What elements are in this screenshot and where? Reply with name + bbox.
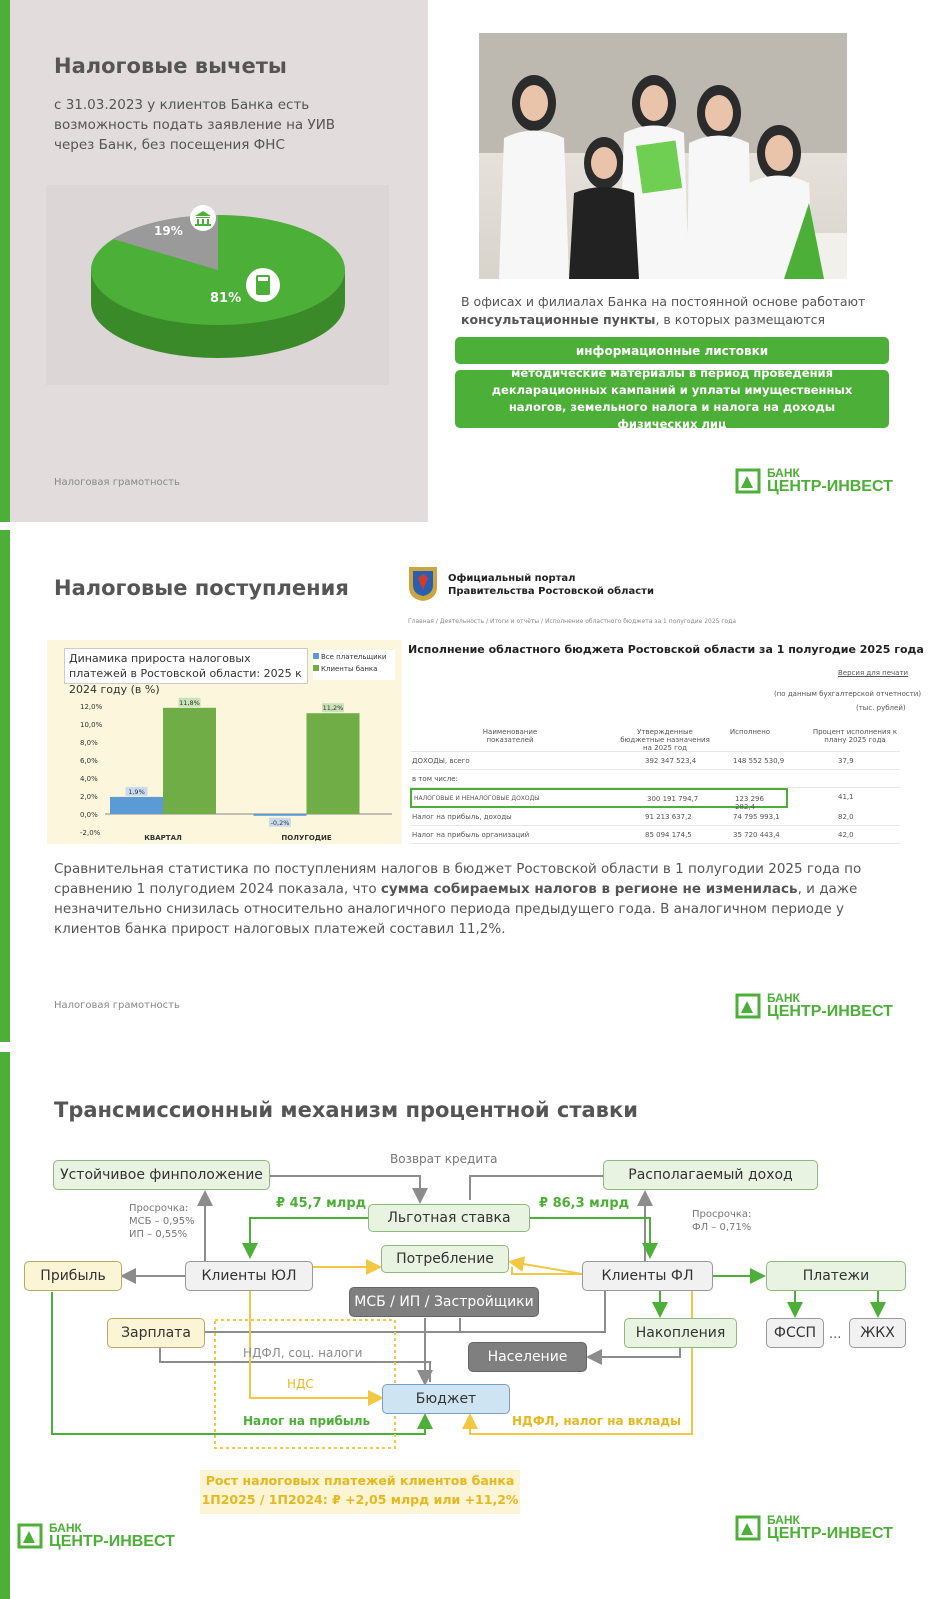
more-dots: ... bbox=[829, 1327, 842, 1342]
pie-chart-panel bbox=[46, 185, 389, 385]
bank-logo-icon bbox=[17, 1523, 43, 1549]
table-cell: 74 795 993,1 bbox=[733, 813, 780, 821]
y-tick-label: 8,0% bbox=[80, 739, 98, 747]
offices-text bbox=[461, 293, 891, 329]
bar-chart bbox=[47, 640, 402, 844]
slide-intro-text: с 31.03.2023 у клиентов Банка есть возможность подать заявление на УИВ через Банк, без посещения ФНС bbox=[54, 97, 336, 153]
table-cell: 300 191 794,7 bbox=[647, 795, 699, 803]
logo-line2: ЦЕНТР-ИНВЕСТ bbox=[767, 1525, 893, 1542]
table-cell: 123 296 282,4 bbox=[735, 795, 764, 811]
table-cell: 148 552 530,9 bbox=[733, 757, 785, 765]
table-row bbox=[410, 752, 900, 770]
legend-label-all: Все плательщики bbox=[321, 653, 387, 661]
table-cell: НАЛОГОВЫЕ И НЕНАЛОГОВЫЕ ДОХОДЫ bbox=[414, 795, 540, 802]
node-payments: Платежи bbox=[766, 1261, 906, 1291]
table-row bbox=[410, 826, 900, 844]
logo-line1: БАНК bbox=[49, 1521, 82, 1535]
table-header: Исполнено bbox=[729, 728, 771, 736]
pie-label-small: 19% bbox=[154, 224, 183, 238]
table-cell: 42,0 bbox=[838, 831, 854, 839]
paragraph-bold: сумма собираемых налогов в регионе не изменилась bbox=[380, 880, 798, 897]
logo-line2: ЦЕНТР-ИНВЕСТ bbox=[767, 1003, 893, 1020]
node-consumption: Потребление bbox=[381, 1245, 509, 1273]
note-accounting: (по данным бухгалтерской отчетности) bbox=[774, 690, 922, 698]
y-tick-label: 10,0% bbox=[80, 721, 103, 729]
breadcrumb[interactable]: Главная / Деятельность / Итоги и отчёты / Исполнение областного бюджета за 1 полугодие 2025 года bbox=[408, 618, 737, 625]
bank-logo bbox=[735, 992, 893, 1020]
table-cell: ДОХОДЫ, всего bbox=[412, 757, 470, 765]
growth-line2: 1П2025 / 1П2024: ₽ +2,05 млрд или +11,2% bbox=[201, 1491, 519, 1507]
calculator-icon bbox=[246, 268, 280, 302]
document-title: Исполнение областного бюджета Ростовской области за 1 полугодие 2025 года bbox=[408, 643, 924, 656]
slide-title: Трансмиссионный механизм процентной ставки bbox=[54, 1098, 638, 1122]
label-sum-fl: ₽ 86,3 млрд bbox=[539, 1196, 630, 1211]
table-row bbox=[410, 808, 900, 826]
table-cell: 91 213 637,2 bbox=[645, 813, 692, 821]
node-preferential-rate: Льготная ставка bbox=[368, 1204, 530, 1232]
table-row-highlighted bbox=[410, 788, 788, 811]
portal-title-line1: Официальный портал bbox=[448, 573, 576, 584]
bar-bank-clients bbox=[307, 713, 360, 814]
bar-all-payers bbox=[110, 797, 163, 814]
offices-text-bold: консультационные пункты bbox=[461, 312, 656, 328]
paragraph-part2: , и даже незначительно снизилась относительно аналогичного периода предыдущего года. В аналогичном периоде у клиентов банка прирост налоговых платежей составил 11,2%. bbox=[54, 880, 858, 937]
node-clients-ul: Клиенты ЮЛ bbox=[185, 1261, 313, 1291]
table-cell: 41,1 bbox=[838, 793, 854, 801]
logo-line1: БАНК bbox=[767, 991, 800, 1005]
print-version-link[interactable]: Версия для печати bbox=[838, 669, 909, 677]
label-nds: НДС bbox=[287, 1377, 314, 1391]
y-tick-label: -2,0% bbox=[80, 829, 101, 837]
chart-title: Динамика прироста налоговых платежей в Ростовской области: 2025 к 2024 году (в %) bbox=[64, 648, 308, 684]
pie-chart bbox=[46, 185, 389, 385]
label-profit-tax: Налог на прибыль bbox=[243, 1414, 371, 1428]
table-header-row bbox=[410, 722, 900, 752]
label-ndfl-social: НДФЛ, соц. налоги bbox=[243, 1346, 363, 1360]
y-tick-label: 4,0% bbox=[80, 775, 98, 783]
portal-emblem-icon bbox=[406, 564, 440, 602]
data-label: 11,2% bbox=[322, 704, 344, 713]
y-tick-label: 6,0% bbox=[80, 757, 98, 765]
table-cell: 82,0 bbox=[838, 813, 854, 821]
portal-title bbox=[448, 572, 654, 598]
growth-line1: Рост налоговых платежей клиентов банка bbox=[205, 1473, 515, 1488]
bank-logo bbox=[735, 467, 893, 495]
label-sum-ul: ₽ 45,7 млрд bbox=[276, 1196, 367, 1211]
table-cell: 37,9 bbox=[838, 757, 854, 765]
y-tick-label: 12,0% bbox=[80, 703, 103, 711]
label-return-credit: Возврат кредита bbox=[390, 1152, 498, 1166]
table-cell: 392 347 523,4 bbox=[645, 757, 697, 765]
table-header: Процент исполнения к плану 2025 года bbox=[812, 728, 898, 744]
leaflets-badge: информационные листовки bbox=[455, 337, 889, 364]
label-ndfl-deposits: НДФЛ, налог на вклады bbox=[512, 1414, 681, 1428]
bank-logo-icon bbox=[735, 993, 761, 1019]
materials-badge: методические материалы в период проведения декларационных кампаний и уплаты имущественных налогов, земельного налога и налога на доходы физических лиц bbox=[455, 370, 889, 428]
slide-accent-bar bbox=[0, 530, 10, 1042]
table-cell: в том числе: bbox=[412, 775, 458, 783]
portal-title-line2: Правительства Ростовской области bbox=[448, 586, 654, 597]
label-overdue-ul: Просрочка: МСБ – 0,95% ИП – 0,55% bbox=[129, 1203, 195, 1240]
logo-line1: БАНК bbox=[767, 1513, 800, 1527]
staff-photo bbox=[479, 33, 847, 279]
node-msb: МСБ / ИП / Застройщики bbox=[349, 1287, 539, 1317]
note-units: (тыс. рублей) bbox=[856, 704, 906, 712]
comparison-paragraph bbox=[54, 860, 874, 940]
staff-illustration bbox=[479, 33, 847, 279]
bar-all-payers bbox=[254, 814, 307, 816]
bank-logo-left bbox=[17, 1522, 175, 1550]
node-population: Население bbox=[468, 1342, 587, 1372]
table-row bbox=[410, 770, 900, 788]
table-header: Утвержденные бюджетные назначения на 2025 год bbox=[620, 728, 710, 752]
node-savings: Накопления bbox=[624, 1318, 737, 1348]
slide-transmission-mechanism bbox=[0, 1052, 928, 1599]
bank-logo-icon bbox=[735, 468, 761, 494]
label-overdue-fl: Просрочка: ФЛ – 0,71% bbox=[692, 1209, 752, 1233]
bank-icon bbox=[190, 205, 216, 231]
table-cell: Налог на прибыль, доходы bbox=[412, 813, 512, 821]
table-cell: 85 094 174,5 bbox=[645, 831, 692, 839]
node-profit: Прибыль bbox=[24, 1261, 122, 1291]
chart-panel bbox=[47, 640, 402, 844]
logo-line2: ЦЕНТР-ИНВЕСТ bbox=[767, 478, 893, 495]
data-label: -0,2% bbox=[270, 818, 290, 827]
paragraph-part1: Сравнительная статистика по поступлениям налогов в бюджет Ростовской области в 1 полугодии 2025 года по сравнению 1 полугодием 2024 показала, что bbox=[54, 861, 862, 897]
data-label: 1,9% bbox=[128, 787, 145, 796]
table-cell: Налог на прибыль организаций bbox=[412, 831, 530, 839]
growth-callout bbox=[200, 1470, 520, 1514]
slide-accent-bar bbox=[0, 0, 10, 522]
y-tick-label: 2,0% bbox=[80, 793, 98, 801]
node-disposable-income: Располагаемый доход bbox=[603, 1160, 818, 1190]
y-tick-label: 0,0% bbox=[80, 811, 98, 819]
footer-note: Налоговая грамотность bbox=[54, 477, 180, 488]
slide-title: Налоговые поступления bbox=[54, 576, 349, 600]
slide-tax-deductions bbox=[0, 0, 928, 522]
x-category-label: ПОЛУГОДИЕ bbox=[281, 834, 332, 842]
slide-tax-revenue bbox=[0, 530, 928, 1042]
bank-logo-icon bbox=[735, 1515, 761, 1541]
pie-label-large: 81% bbox=[210, 291, 242, 306]
logo-line2: ЦЕНТР-ИНВЕСТ bbox=[49, 1533, 175, 1550]
slide-title: Налоговые вычеты bbox=[54, 54, 287, 78]
node-stable-finance: Устойчивое финположение bbox=[53, 1160, 270, 1190]
logo-line1: БАНК bbox=[767, 466, 800, 480]
table-cell: 35 720 443,4 bbox=[733, 831, 780, 839]
footer-note: Налоговая грамотность bbox=[54, 1000, 180, 1011]
node-budget: Бюджет bbox=[382, 1384, 510, 1414]
node-fssp: ФССП bbox=[766, 1318, 824, 1348]
node-zhkh: ЖКХ bbox=[849, 1318, 906, 1348]
table-header: Наименование показателей bbox=[482, 728, 538, 744]
node-clients-fl: Клиенты ФЛ bbox=[582, 1261, 713, 1291]
data-label: 11,8% bbox=[179, 698, 200, 707]
legend-label-bank: Клиенты банка bbox=[321, 665, 378, 673]
node-salary: Зарплата bbox=[107, 1318, 205, 1348]
bar-bank-clients bbox=[163, 708, 216, 814]
bank-logo-right bbox=[735, 1514, 893, 1542]
x-category-label: КВАРТАЛ bbox=[144, 834, 182, 842]
offices-text-part1: В офисах и филиалах Банка на постоянной основе работают bbox=[461, 294, 866, 309]
offices-text-part2: , в которых размещаются bbox=[655, 312, 826, 328]
